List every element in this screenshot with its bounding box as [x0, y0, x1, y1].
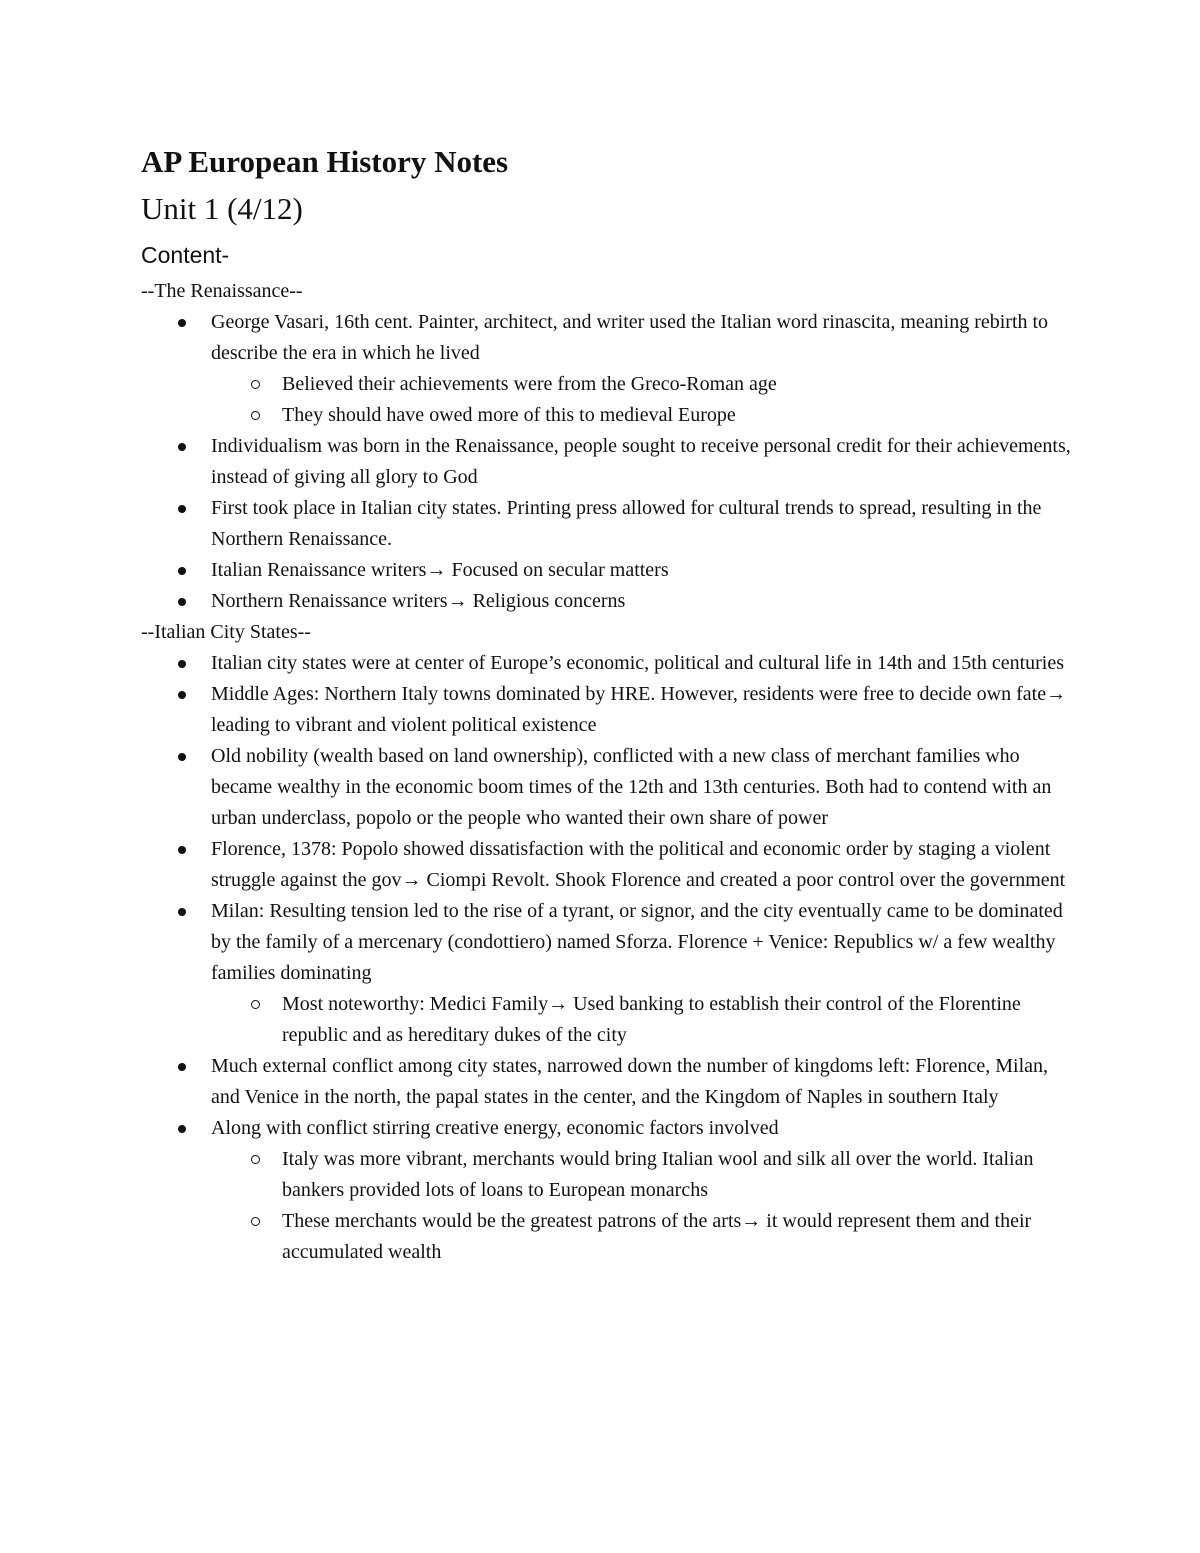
list-item [141, 586, 1071, 617]
list-item [141, 679, 1071, 741]
list-item [141, 741, 1071, 834]
bullet-list [141, 307, 1071, 617]
sub-list-item [211, 369, 1071, 400]
filled-bullet-icon [178, 1063, 186, 1071]
notes-sections [141, 276, 1071, 1268]
filled-bullet-icon [178, 598, 186, 606]
filled-bullet-icon [178, 567, 186, 575]
list-item [141, 307, 1071, 431]
sub-list-item [211, 1144, 1071, 1206]
list-item-text: Middle Ages: Northern Italy towns dominated by HRE. However, residents were free to decide own fate→ leading to vibrant and violent political existence [211, 683, 1067, 736]
sub-list-item-text: Italy was more vibrant, merchants would bring Italian wool and silk all over the world. Italian bankers provided lots of loans to European monarchs [282, 1148, 1034, 1201]
list-item [141, 493, 1071, 555]
hollow-bullet-icon [251, 1155, 260, 1164]
list-item-text: Florence, 1378: Popolo showed dissatisfaction with the political and economic order by staging a violent struggle against the gov→ Ciompi Revolt. Shook Florence and created a poor control over the government [211, 838, 1066, 891]
hollow-bullet-icon [251, 380, 260, 389]
section-label: --Italian City States-- [141, 621, 311, 643]
sub-list-item [211, 1206, 1071, 1268]
filled-bullet-icon [178, 1125, 186, 1133]
list-item-text: Much external conflict among city states, narrowed down the number of kingdoms left: Florence, Milan, and Venice in the north, the papal states in the center, and the Kingdom of Naples in southern Italy [211, 1055, 1049, 1108]
filled-bullet-icon [178, 443, 186, 451]
sub-list-item-text: These merchants would be the greatest patrons of the arts→ it would represent them and their accumulated wealth [282, 1210, 1032, 1263]
filled-bullet-icon [178, 505, 186, 513]
document-body [141, 140, 1071, 1268]
filled-bullet-icon [178, 319, 186, 327]
filled-bullet-icon [178, 753, 186, 761]
list-item-text: Italian city states were at center of Europe’s economic, political and cultural life in 14th and 15th centuries [211, 652, 1065, 674]
sub-bullet-list [211, 369, 1071, 431]
list-item-text: Along with conflict stirring creative energy, economic factors involved [211, 1117, 779, 1139]
unit-heading: Unit 1 (4/12) [141, 191, 303, 226]
list-item-text: Old nobility (wealth based on land ownership), conflicted with a new class of merchant families who became wealthy in the economic boom times of the 12th and 13th centuries. Both had to contend with an urban underclass, popolo or the people who wanted their own share of power [211, 745, 1052, 829]
list-item-text: First took place in Italian city states. Printing press allowed for cultural trends to spread, resulting in the Northern Renaissance. [211, 497, 1042, 550]
sub-list-item-text: Most noteworthy: Medici Family→ Used banking to establish their control of the Florentine republic and as hereditary dukes of the city [282, 993, 1021, 1046]
bullet-list [141, 648, 1071, 1268]
hollow-bullet-icon [251, 1000, 260, 1009]
list-item-text: Northern Renaissance writers→ Religious concerns [211, 590, 626, 612]
list-item [141, 1051, 1071, 1113]
sub-list-item-text: They should have owed more of this to medieval Europe [282, 404, 736, 426]
filled-bullet-icon [178, 846, 186, 854]
list-item-text: George Vasari, 16th cent. Painter, architect, and writer used the Italian word rinascita, meaning rebirth to describe the era in which he lived [211, 311, 1049, 364]
sub-bullet-list [211, 989, 1071, 1051]
list-item-text: Milan: Resulting tension led to the rise of a tyrant, or signor, and the city eventually came to be dominated by the family of a mercenary (condottiero) named Sforza. Florence + Venice: Republics w/ a few wealthy families dominating [211, 900, 1063, 984]
sub-list-item [211, 400, 1071, 431]
filled-bullet-icon [178, 660, 186, 668]
list-item [141, 648, 1071, 679]
list-item [141, 1113, 1071, 1268]
sub-bullet-list [211, 1144, 1071, 1268]
filled-bullet-icon [178, 908, 186, 916]
sub-list-item [211, 989, 1071, 1051]
list-item-text: Individualism was born in the Renaissance, people sought to receive personal credit for their achievements, instead of giving all glory to God [211, 435, 1071, 488]
list-item-text: Italian Renaissance writers→ Focused on secular matters [211, 559, 669, 581]
hollow-bullet-icon [251, 411, 260, 420]
list-item [141, 896, 1071, 1051]
hollow-bullet-icon [251, 1217, 260, 1226]
filled-bullet-icon [178, 691, 186, 699]
page-title: AP European History Notes [141, 144, 509, 179]
content-heading: Content- [141, 242, 230, 268]
list-item [141, 555, 1071, 586]
list-item [141, 431, 1071, 493]
list-item [141, 834, 1071, 896]
section-label: --The Renaissance-- [141, 280, 303, 302]
sub-list-item-text: Believed their achievements were from the Greco-Roman age [282, 373, 777, 395]
